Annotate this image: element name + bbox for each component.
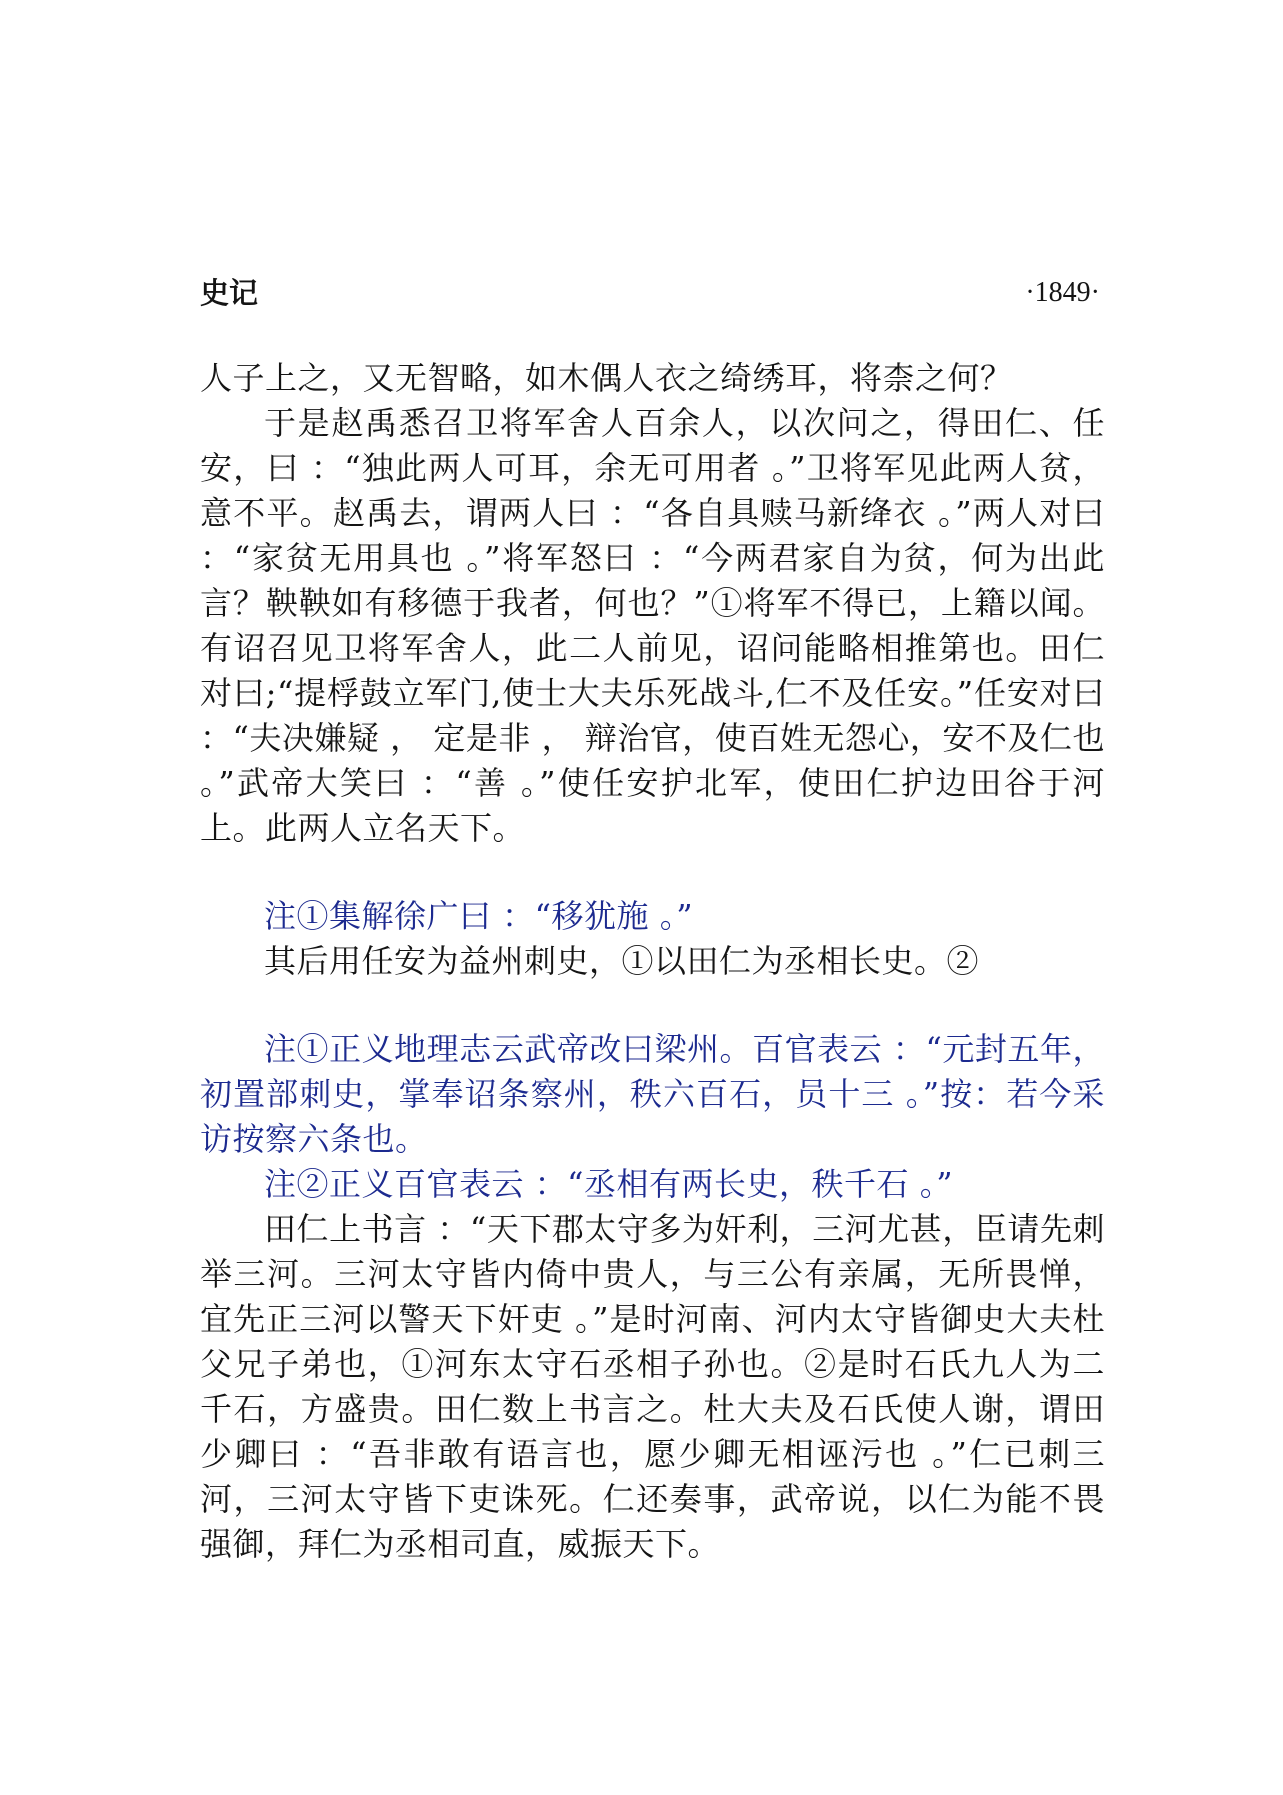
page-number: ·1849· xyxy=(1025,277,1100,308)
annotation-note: 注②正义百官表云 ：“丞相有两长史，秩千石 。” xyxy=(264,1165,954,1203)
paragraph-zhao-yu: 于是赵禹悉召卫将军舍人百余人，以次问之，得田仁、任安，曰 ：“独此两人可耳，余无可用者 。”卫将军见此两人贫，意不平。赵禹去，谓两人曰 ：“各自具赎马新绛衣 。”两人对曰 ：“家贫无用具也 。”将军怒曰 ：“今两君家自为贫，何为出此言？鞅鞅如有移德于我者，何也？”①将军不得已，上籍以闻。有诏召见卫将军舍人，此二人前见，诏问能略相推第也。田仁对曰;“提桴鼓立军门,使士大夫乐死战斗,仁不及任安。”任安对曰 ：“夫决嫌疑 ， 定是非 ， 辩治官，使百姓无怨心，安不及仁也 。”武帝大笑曰 ：“善 。”使任安护北军，使田仁护边田谷于河上。此两人立名天下。 xyxy=(200,404,1105,847)
page-header xyxy=(200,270,1100,316)
annotation-note: 注①集解徐广曰 ：“移犹施 。” xyxy=(264,897,694,935)
spacer xyxy=(200,851,1105,894)
paragraph-tian-ren-memorial: 田仁上书言 ：“天下郡太守多为奸利，三河尤甚，臣请先刺举三河。三河太守皆内倚中贵人，与三公有亲属，无所畏惮，宜先正三河以警天下奸吏 。”是时河南、河内太守皆御史大夫杜父兄子弟也，①河东太守石丞相子孙也。②是时石氏九人为二千石，方盛贵。田仁数上书言之。杜大夫及石氏使人谢，谓田少卿曰 ：“吾非敢有语言也，愿少卿无相诬污也 。”仁已刺三河，三河太守皆下吏诛死。仁还奏事，武帝说，以仁为能不畏强御，拜仁为丞相司直，威振天下。 xyxy=(200,1210,1105,1563)
book-title: 史记 xyxy=(200,276,259,310)
paragraph-continuation: 人子上之，又无智略，如木偶人衣之绮绣耳，将柰之何？ xyxy=(200,359,1013,397)
annotation-note: 注①正义地理志云武帝改曰梁州。百官表云 ：“元封五年，初置部刺史，掌奉诏条察州，秩六百石，员十三 。”按：若今采访按察六条也。 xyxy=(200,1030,1105,1158)
spacer xyxy=(200,984,1105,1027)
page-body xyxy=(200,356,1105,1567)
paragraph-ren-an-appointment: 其后用任安为益州刺史，①以田仁为丞相长史。② xyxy=(264,942,980,980)
